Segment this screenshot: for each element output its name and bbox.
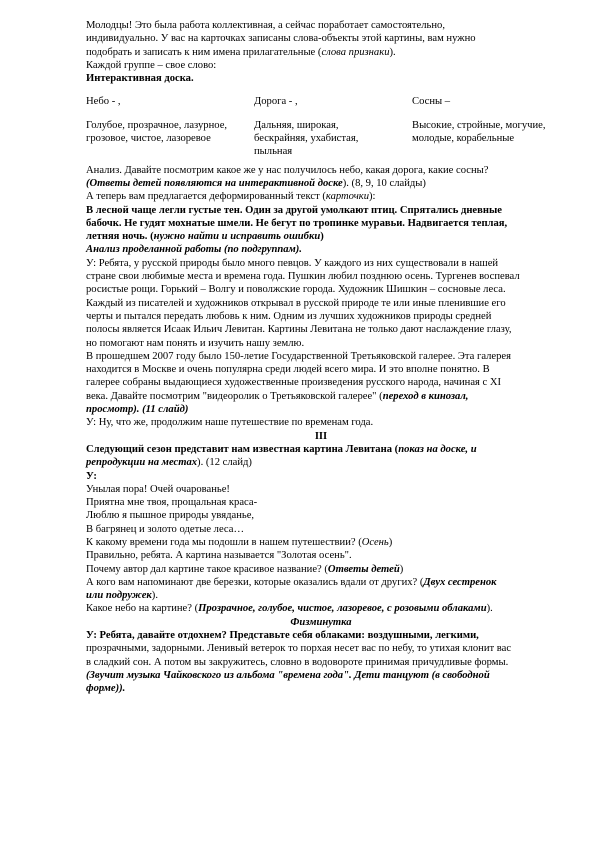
emphasis: (Ответы детей появляются на интерактивной доске [86,177,343,189]
document-content [86,19,556,696]
text-run: ) [399,563,404,575]
interactive-board-heading: Интерактивная доска. [86,73,194,85]
cell-line: Дальняя, широкая, [254,119,339,131]
emphasis: Ответы детей [327,563,400,575]
table-cell-sky [86,119,254,159]
word-table-headers [86,95,556,108]
teacher-line-3: росистые рощи. Горький – Волгу и поволжские города. Художник Шишкин – сосновые леса. [86,284,506,296]
question-line-6 [86,602,556,615]
deformed-text-line-3 [86,230,556,243]
closing-line-5: форме)). [86,683,126,695]
emphasis: или подружек [86,590,152,602]
analysis-subgroups: Анализ проделанной работы (по подгруппам). [86,244,302,256]
emphasis: летняя ночь. ( [86,231,154,243]
teacher-line-1: У: Ребята, у русской природы было много певцов. У каждого из них существовали в нашей [86,257,499,269]
text-run: века. Давайте посмотрим "видеоролик о Третьяковской галерее" ( [86,390,383,402]
text-run: ). [389,46,396,58]
italic-note: слова признаки [321,46,390,58]
teacher-line-6: полосы является Исаак Ильич Левитан. Картины Левитана не только дают наслаждение глазу, [86,324,512,336]
closing-line-4: (Звучит музыка Чайковского из альбома "времена года". Дети танцуют (в свободной [86,669,490,681]
closing-line-1: У: Ребята, давайте отдохнем? Представьте себя облаками: воздушными, легкими, [86,630,479,642]
text-run: ). [151,590,158,602]
intro-line-4: Каждой группе – свое слово: [86,59,217,71]
teacher-line-2: стране свои любимые места и времена года. Пушкин любил позднюю осень. Тургенев воспевал [86,271,520,283]
text-run: А теперь вам предлагается деформированный текст ( [86,191,326,203]
table-cell-road [254,119,412,159]
poem-line-3: Люблю я пышное природы увяданье, [86,510,255,522]
table-header-sky: Небо - , [86,96,121,108]
question-line-2: Правильно, ребята. А картина называется "Золотая осень". [86,550,352,562]
closing-line-3: в сладкий сон. А потом вы закружитесь, словно в водовороте принимая причудливые формы. [86,656,509,668]
emphasis: ). (11 слайд) [133,404,189,416]
question-line-4 [86,576,556,589]
season-line-1 [86,443,556,456]
table-header-road: Дорога - , [254,96,298,108]
emphasis: Прозрачное, голубое, чистое, лазоревое, с розовыми облаками [198,603,487,615]
italic-note: карточки [325,191,370,203]
text-run: подобрать и записать к ним имена прилагательные ( [86,46,322,58]
text-run: ). (8, 9, 10 слайды) [342,177,426,189]
gallery-line-2: находится в Москве и очень популярна среди людей всего мира. И это вполне понятно. В [86,364,490,376]
intro-line-3 [86,46,556,59]
text-run: ): [369,191,376,203]
emphasis: Следующий сезон представит нам известная картина Левитана ( [86,443,399,455]
emphasis: показ на доске, и [398,443,477,455]
text-run: Какое небо на картине? ( [86,603,199,615]
emphasis: репродукции на местах [86,457,198,469]
poem-line-1: Унылая пора! Очей очарованье! [86,483,230,495]
table-header-pines: Сосны – [412,96,451,108]
emphasis: переход в кинозал, [382,390,469,402]
analysis-line-1: Анализ. Давайте посмотрим какое же у нас получилось небо, какая дорога, какие сосны? [86,164,489,176]
cell-line: Высокие, стройные, могучие, [412,119,546,131]
gallery-line-4 [86,390,556,403]
section-number: III [314,430,328,442]
question-line-3 [86,563,556,576]
table-cell-pines [412,119,556,159]
closing-line-2: прозрачными, задорными. Ленивый ветерок то порхая несет вас по небу, то утихая клонит вас [86,643,512,655]
analysis-line-2 [86,177,556,190]
cell-line: Голубое, прозрачное, лазурное, [86,119,228,131]
poem-line-4: В багрянец и золото одетые леса… [86,523,245,535]
cell-line: грозовое, чистое, лазоревое [86,133,211,145]
text-run: ). (12 слайд) [197,457,252,469]
cell-line: молодые, корабельные [412,133,515,145]
teacher-line-4: Каждый из писателей и художников открывал в русской природе те или иные пленившие его [86,297,506,309]
question-line-5 [86,589,556,602]
speaker-teacher: У: [86,470,97,482]
analysis-line-3 [86,190,556,203]
emphasis: нужно найти и исправить ошибки [153,231,321,243]
text-run: А кого вам напоминают две березки, которые оказались вдали от других? ( [86,576,424,588]
season-line-2 [86,456,556,469]
italic-note: Осень [361,536,389,548]
question-line-1 [86,536,556,549]
emphasis: просмотр [86,404,134,416]
text-run: ) [388,536,393,548]
emphasis: Двух сестренок [423,576,497,588]
intro-line-1: Молодцы! Это была работа коллективная, а сейчас поработает самостоятельно, [86,20,445,31]
cell-line: пыльная [254,146,293,158]
teacher-line-7: но помогают нам понять и изучить нашу землю. [86,337,305,349]
intro-line-2: индивидуально. У вас на карточках записаны слова-объекты этой картины, вам нужно [86,33,476,45]
gallery-line-6: У: Ну, что же, продолжим наше путешествие по временам года. [86,417,374,429]
fizminutka-heading: Физминутка [290,616,352,628]
text-run: Почему автор дал картине такое красивое название? ( [86,563,328,575]
text-run: К какому времени года мы подошли в нашем путешествии? ( [86,536,362,548]
cell-line: бескрайняя, ухабистая, [254,133,359,145]
gallery-line-1: В прошедшем 2007 году было 150-летие Государственной Третьяковской галерее. Эта галерея [86,350,511,362]
text-run: ). [486,603,493,615]
word-table-body [86,119,556,159]
poem-line-2: Приятна мне твоя, прощальная краса- [86,497,258,509]
deformed-text-line-1: В лесной чаще легли густые тен. Один за другой умолкают птиц. Спрятались дневные [86,204,502,216]
gallery-line-5 [86,403,556,416]
emphasis: ) [320,231,324,243]
gallery-line-3: галерее собраны выдающиеся художественные произведения русского народа, начиная с XI [86,377,502,389]
teacher-line-5: черты и пытался передать любовь к ним. Одним из лучших художников природы средней [86,310,492,322]
deformed-text-line-2: бабочк. Не гудят мохнатые шмели. Не бегут по тропинке муравьи. Надвигается теплая, [86,217,508,229]
